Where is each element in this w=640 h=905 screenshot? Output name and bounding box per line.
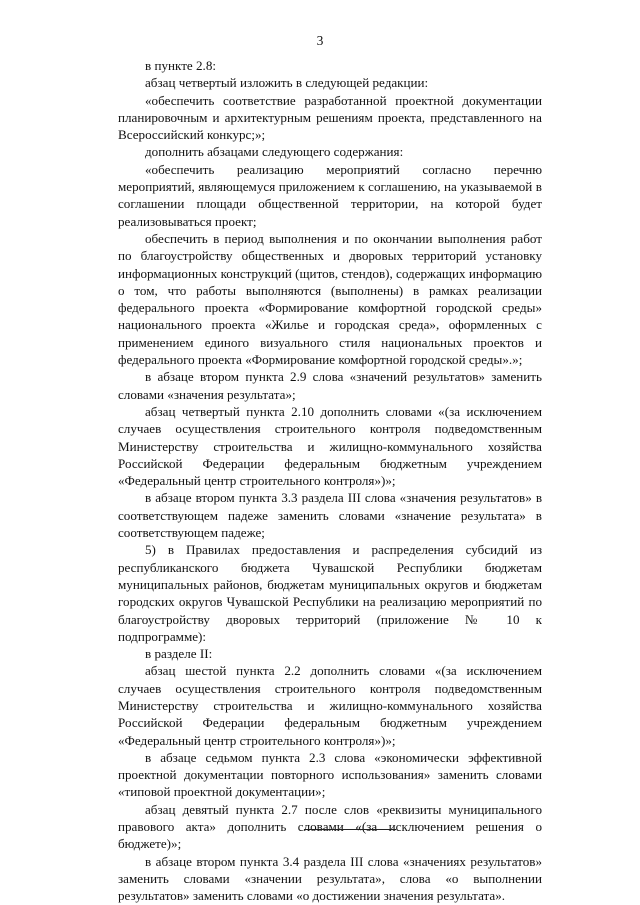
paragraph-9: в абзаце втором пункта 3.3 раздела III слова «значения результатов» в соответствующем падеже заменить словами «значение результата» в соответствующем падеже; [118, 490, 542, 541]
paragraph-8: абзац четвертый пункта 2.10 дополнить словами «(за исключением случаев осуществления строительного контроля подведомственным Министерству строительства и жилищно-коммунального хозяйства Российской Федерации федеральным бюджетным учреждением «Федеральный центр строительного контроля»)»; [118, 403, 542, 489]
paragraph-12: абзац шестой пункта 2.2 дополнить словами «(за исключением случаев осуществления строительного контроля подведомственным Министерству строительства и жилищно-коммунального хозяйства Российской Федерации федеральным бюджетным учреждением «Федеральный центр строительного контроля»)»; [118, 663, 542, 748]
end-separator-line [304, 829, 396, 830]
paragraph-5: «обеспечить реализацию мероприятий согласно перечню мероприятий, являющемуся приложением к соглашению, на указываемой в соглашении площади общественной территории, на которой будет реализовываться проект; [118, 161, 542, 229]
paragraph-15: в абзаце втором пункта 3.4 раздела III слова «значениях результатов» заменить словами «значении результата», слова «о выполнении результатов» заменить словами «о достижении значения результата». [118, 853, 542, 904]
paragraph-13: в абзаце седьмом пункта 2.3 слова «экономически эффективной проектной документации повторного использования» заменить словами «типовой проектной документации»; [118, 749, 542, 800]
paragraph-14: абзац девятый пункта 2.7 после слов «реквизиты муниципального правового акта» дополнить словами «(за исключением решения о бюджете)»; [118, 801, 542, 852]
paragraph-7: в абзаце втором пункта 2.9 слова «значений результатов» заменить словами «значения результата»; [118, 369, 542, 402]
paragraph-11: в разделе II: [145, 646, 213, 662]
document-body [118, 57, 542, 905]
paragraph-1: в пункте 2.8: [145, 58, 217, 73]
paragraph-2: абзац четвертый изложить в следующей редакции: [145, 75, 429, 91]
paragraph-6: обеспечить в период выполнения и по окончании выполнения работ по благоустройству общественных и дворовых территорий установку информационных конструкций (щитов, стендов), содержащих информацию о том, что работы выполняются (выполнены) в рамках реализации федерального проекта «Формирование комфортной городской среды» национального проекта «Жилье и городская среда», оформленных с применением единого визуального стиля национальных проектов и федерального проекта «Формирование комфортной городской среды».»; [118, 230, 543, 368]
page-number: 3 [316, 33, 324, 48]
paragraph-10: 5) в Правилах предоставления и распределения субсидий из республиканского бюджета Чувашской Республики бюджетам муниципальных районов, бюджетам муниципальных округов и бюджетам городских округов Чувашской Республики на реализацию мероприятий по благоустройству дворовых территорий (приложение № 10 к подпрограмме): [118, 542, 542, 644]
paragraph-4: дополнить абзацами следующего содержания: [145, 144, 404, 160]
paragraph-3: «обеспечить соответствие разработанной проектной документации планировочным и архитектурным решениям проекта, представленного на Всероссийский конкурс;»; [118, 92, 542, 143]
